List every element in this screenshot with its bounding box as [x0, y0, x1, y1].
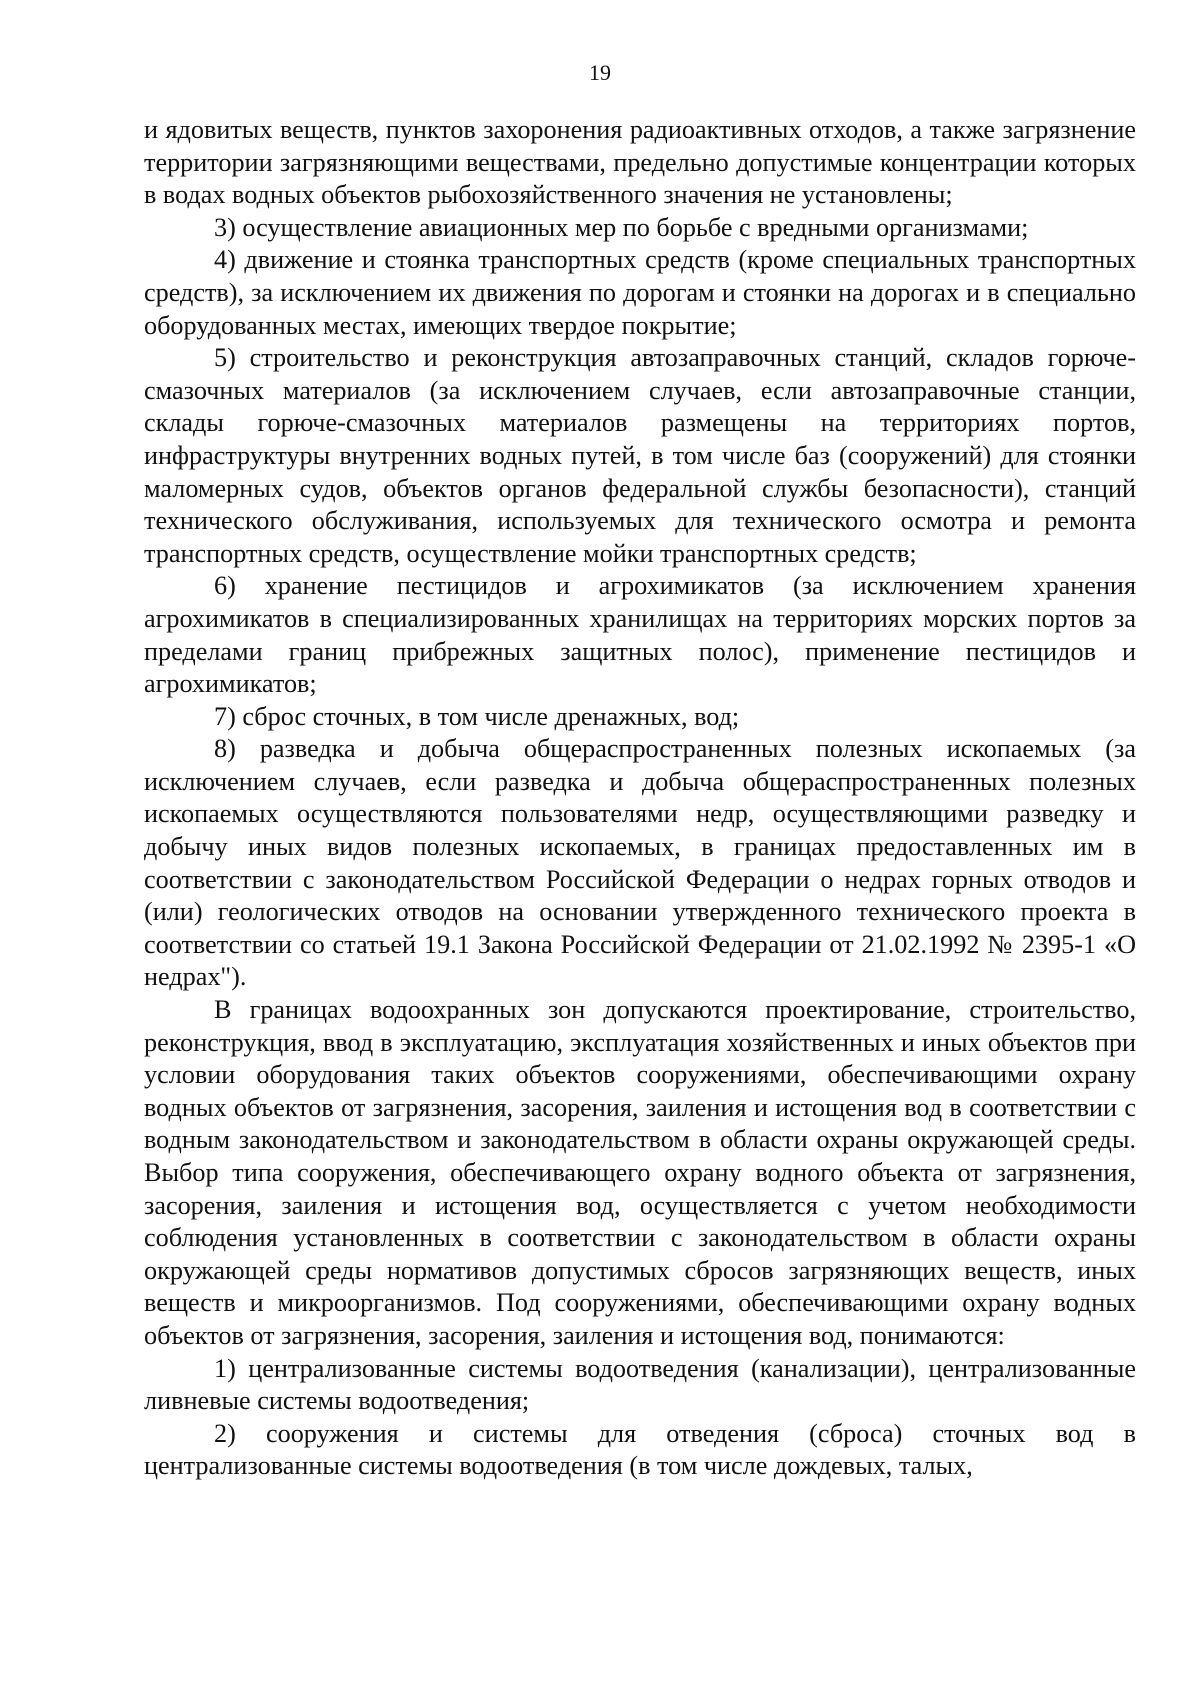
paragraph-item-3: 3) осуществление авиационных мер по борьбе с вредными организмами; — [214, 212, 1029, 242]
page-number: 19 — [589, 60, 611, 85]
paragraph-item-8: 8) разведка и добыча общераспространенных полезных ископаемых (за исключением случаев, если разведка и добыча общераспространенных полезных ископаемых осуществляются пользователями недр, осуществляющими разведку и добычу иных видов полезных ископаемых, в границах предоставленных им в соответствии с законодательством Российской Федерации о недрах горных отводов и (или) геологических отводов на основании утвержденного технического проекта в соответствии со статьей 19.1 Закона Российской Федерации от 21.02.1992 № 2395-1 «О недрах"). — [144, 734, 1136, 992]
paragraph-item-7: 7) сброс сточных, в том числе дренажных, вод; — [214, 701, 740, 731]
paragraph-item-4: 4) движение и стоянка транспортных средств (кроме специальных транспортных средств), за исключением их движения по дорогам и стоянки на дорогах и в специально оборудованных местах, имеющих твердое покрытие; — [144, 245, 1136, 340]
paragraph-item-6: 6) хранение пестицидов и агрохимикатов (за исключением хранения агрохимикатов в специализированных хранилищах на территориях морских портов за пределами границ прибрежных защитных полос), применение пестицидов и агрохимикатов; — [144, 571, 1136, 699]
document-body — [144, 114, 1136, 1483]
paragraph-water-protection-zones: В границах водоохранных зон допускаются проектирование, строительство, реконструкция, ввод в эксплуатацию, эксплуатация хозяйственных и иных объектов при условии оборудования таких объектов сооружениями, обеспечивающими охрану водных объектов от загрязнения, засорения, заиления и истощения вод в соответствии с водным законодательством и законодательством в области охраны окружающей среды. Выбор типа сооружения, обеспечивающего охрану водного объекта от загрязнения, засорения, заиления и истощения вод, осуществляется с учетом необходимости соблюдения установленных в соответствии с законодательством в области охраны окружающей среды нормативов допустимых сбросов загрязняющих веществ, иных веществ и микроорганизмов. Под сооружениями, обеспечивающими охрану водных объектов от загрязнения, засорения, заиления и истощения вод, понимаются: — [144, 995, 1136, 1350]
paragraph-structure-2: 2) сооружения и системы для отведения (сброса) сточных вод в централизованные системы водоотведения (в том числе дождевых, талых, — [144, 1418, 1136, 1481]
paragraph-continuation: и ядовитых веществ, пунктов захоронения радиоактивных отходов, а также загрязнение территории загрязняющими веществами, предельно допустимые концентрации которых в водах водных объектов рыбохозяйственного значения не установлены; — [144, 115, 1136, 210]
paragraph-item-5: 5) строительство и реконструкция автозаправочных станций, складов горюче-смазочных материалов (за исключением случаев, если автозаправочные станции, склады горюче-смазочных материалов размещены на территориях портов, инфраструктуры внутренних водных путей, в том числе баз (сооружений) для стоянки маломерных судов, объектов органов федеральной службы безопасности), станций технического обслуживания, используемых для технического осмотра и ремонта транспортных средств, осуществление мойки транспортных средств; — [144, 343, 1136, 568]
paragraph-structure-1: 1) централизованные системы водоотведения (канализации), централизованные ливневые системы водоотведения; — [144, 1353, 1136, 1416]
